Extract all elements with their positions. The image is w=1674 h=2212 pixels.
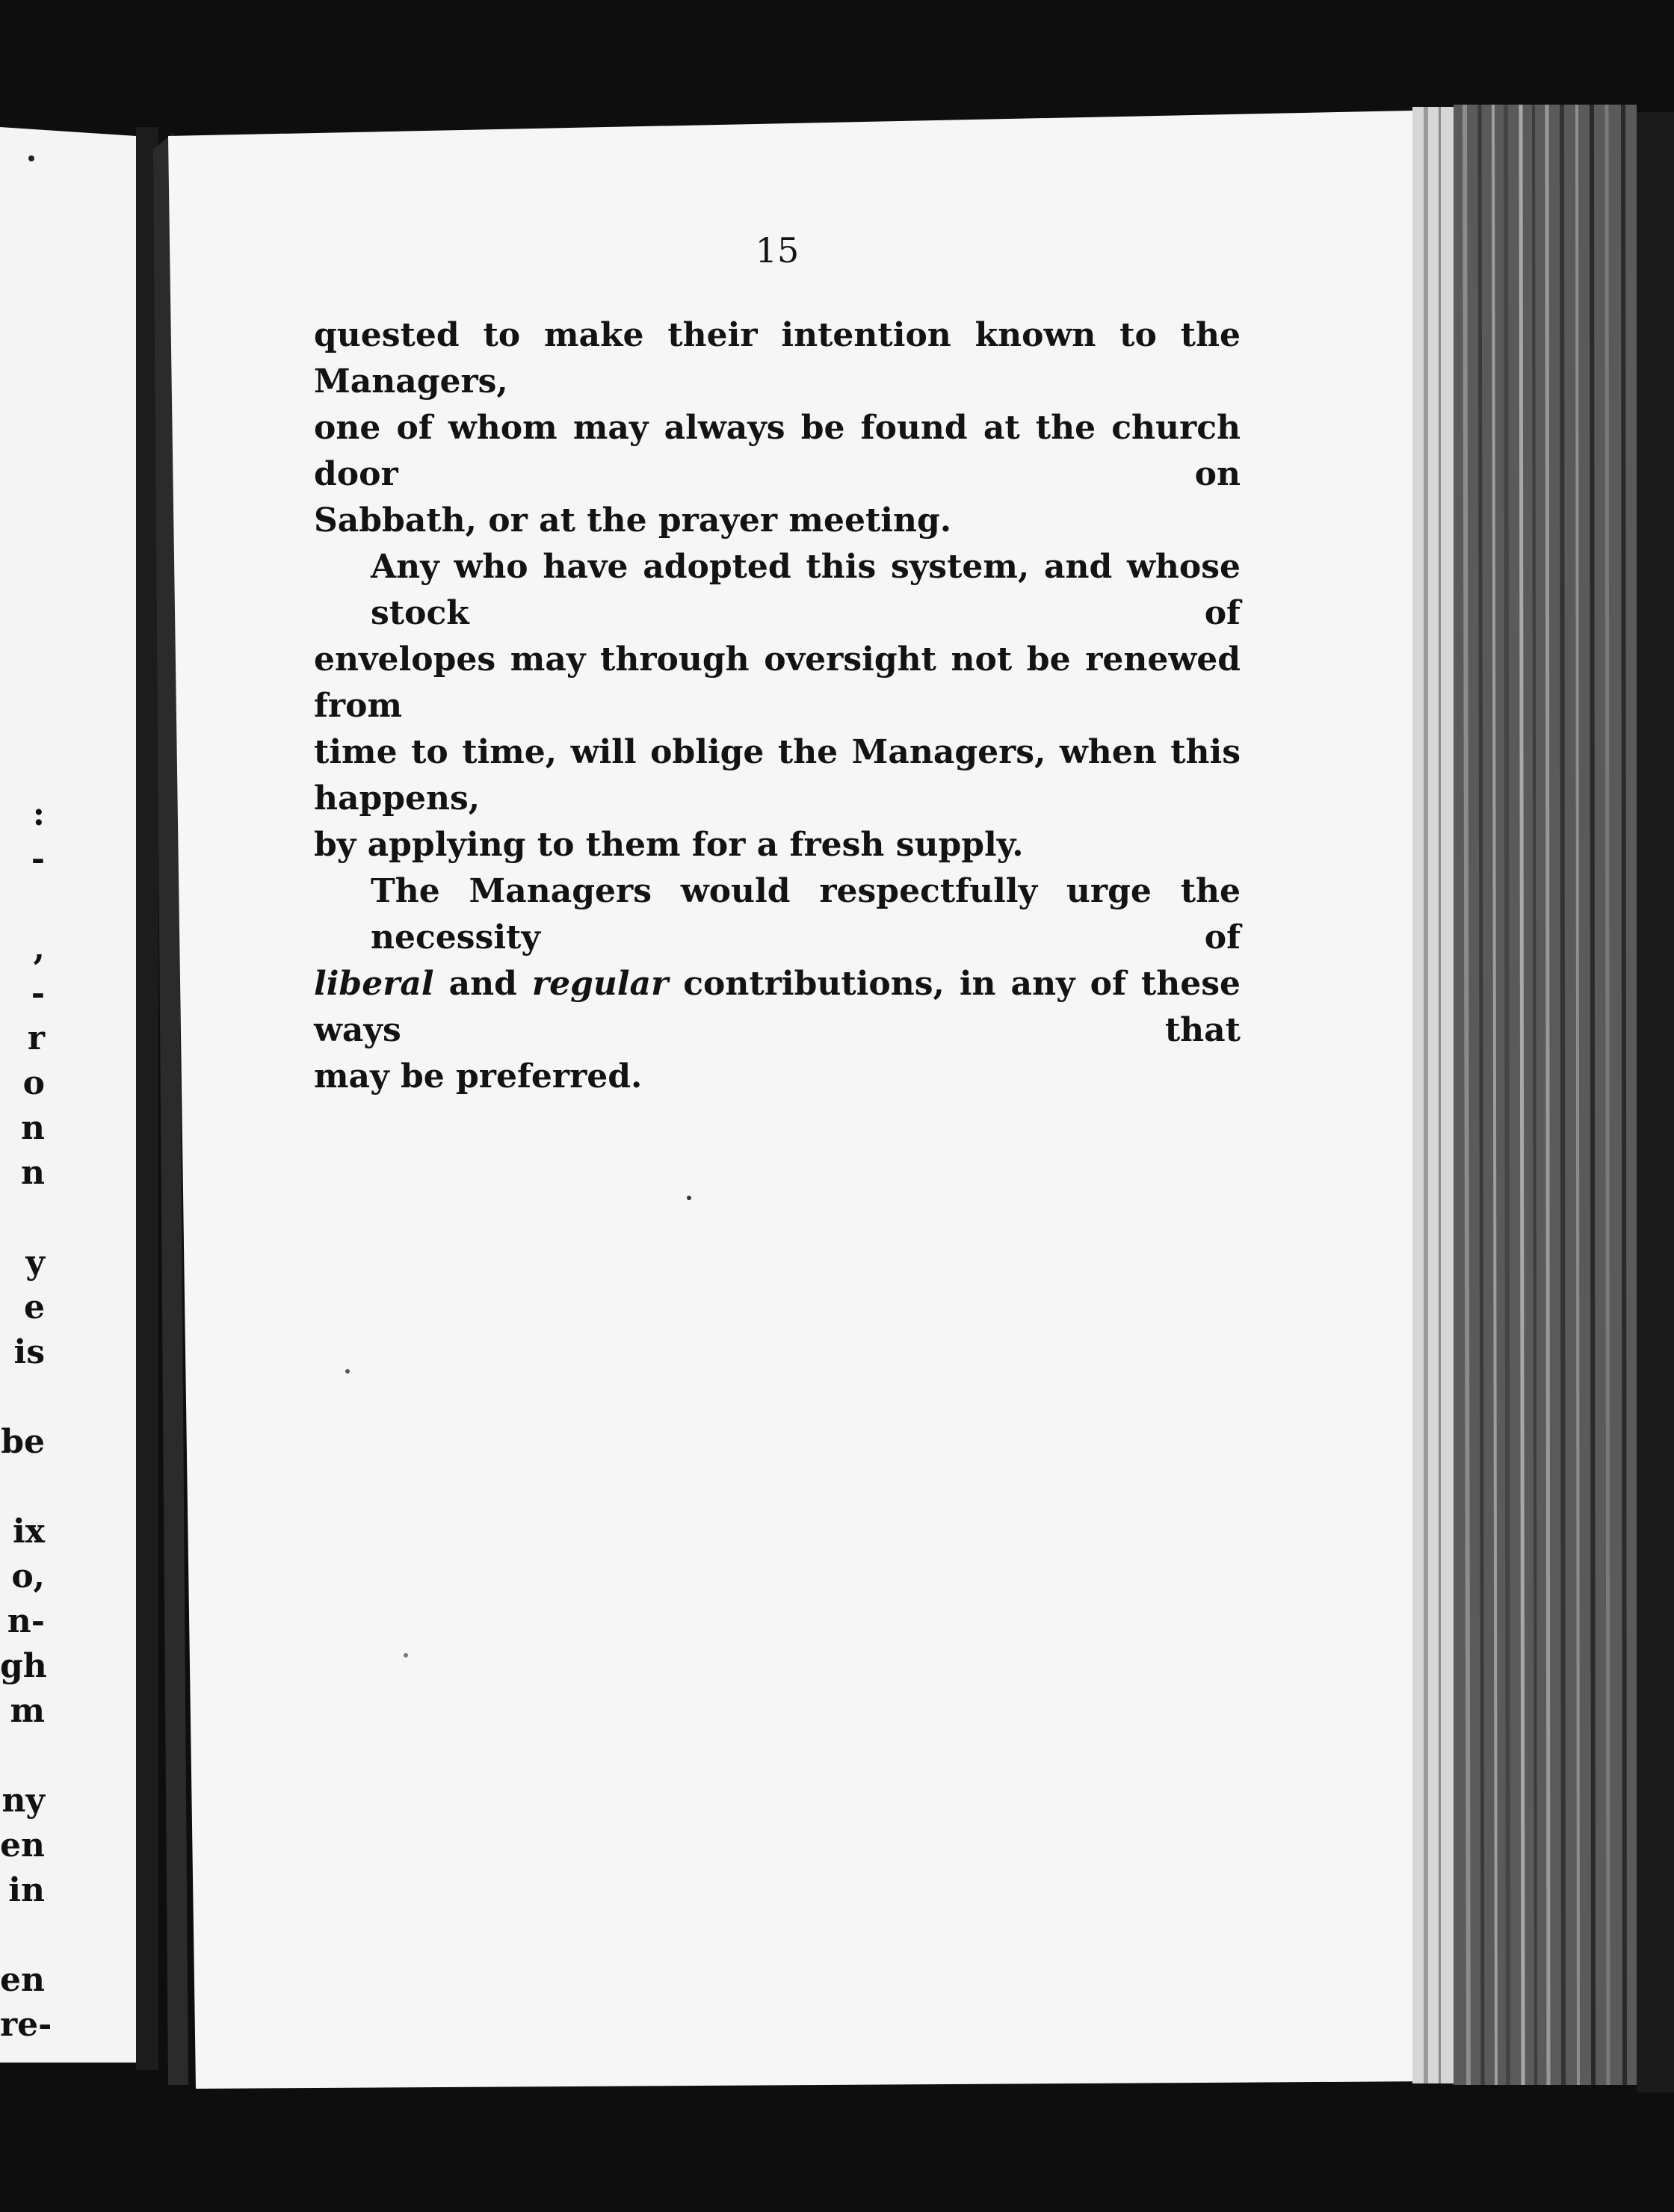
facing-page-fragment: en [0,1961,45,1999]
facing-page-fragment: r [27,1019,45,1057]
facing-page-fragment: y [25,1244,45,1282]
facing-page-fragment [0,1734,45,1779]
facing-page-fragment [0,1913,45,1958]
facing-page-fragment: gh [0,1647,47,1685]
text-line: Any who have adopted this system, and whose stock of [371,548,1241,632]
text-line: may be preferred. [314,1057,643,1096]
italic-word-liberal: liberal [314,965,434,1003]
facing-page-fragment: re- [0,2006,52,2044]
facing-page-fragment: n [21,1109,45,1147]
facing-page-fragment: en [0,1826,45,1865]
facing-page-fragment: o [22,1064,45,1102]
text-line: The Managers would respectfully urge the necessity of [371,872,1241,957]
paragraph-1 [314,312,1241,544]
facing-page-fragment [0,882,45,927]
paragraph-3 [314,868,1241,1100]
page-number: 15 [755,230,800,271]
italic-word-regular: regular [531,965,669,1003]
facing-page-fragment: in [8,1871,45,1909]
text-line: envelopes may through oversight not be renewed from [314,640,1241,725]
facing-page-fragment: ix [13,1513,45,1551]
facing-page-fragment: n- [7,1602,45,1640]
text-line: one of whom may always be found at the church door on [314,409,1241,493]
facing-page-fragment [0,1465,45,1510]
facing-page-fragment: ny [1,1782,45,1820]
facing-page-fragment: e [24,1288,45,1326]
paragraph-2 [314,544,1241,868]
facing-page-text-fragments [0,747,52,2048]
text-line: quested to make their intention known to the Managers, [314,316,1241,401]
facing-page-fragment: n [21,1154,45,1192]
facing-page-fragment [0,747,45,792]
text-line-mixed [314,961,1241,1054]
facing-page-fragment: o, [11,1557,45,1595]
text-line: Sabbath, or at the prayer meeting. [314,501,952,540]
facing-page-fragment: m [10,1692,45,1730]
facing-page-fragment: : [32,795,45,833]
text-line: by applying to them for a fresh supply. [314,826,1024,864]
text-fragment: contributions, in any of these ways that [314,965,1241,1049]
text-fragment: and [433,965,532,1003]
facing-page-fragment: be [1,1423,45,1461]
page-body [314,312,1241,1100]
text-line: time to time, will oblige the Managers, when this happens, [314,733,1241,818]
facing-page-fragment: - [31,974,45,1013]
facing-page-fragment [0,1375,45,1420]
facing-page-fragment [0,1196,45,1241]
facing-page-fragment: , [33,930,45,968]
facing-page-fragment: - [31,840,45,878]
book-edge [1454,105,1637,2085]
facing-page-fragment: is [13,1333,45,1371]
